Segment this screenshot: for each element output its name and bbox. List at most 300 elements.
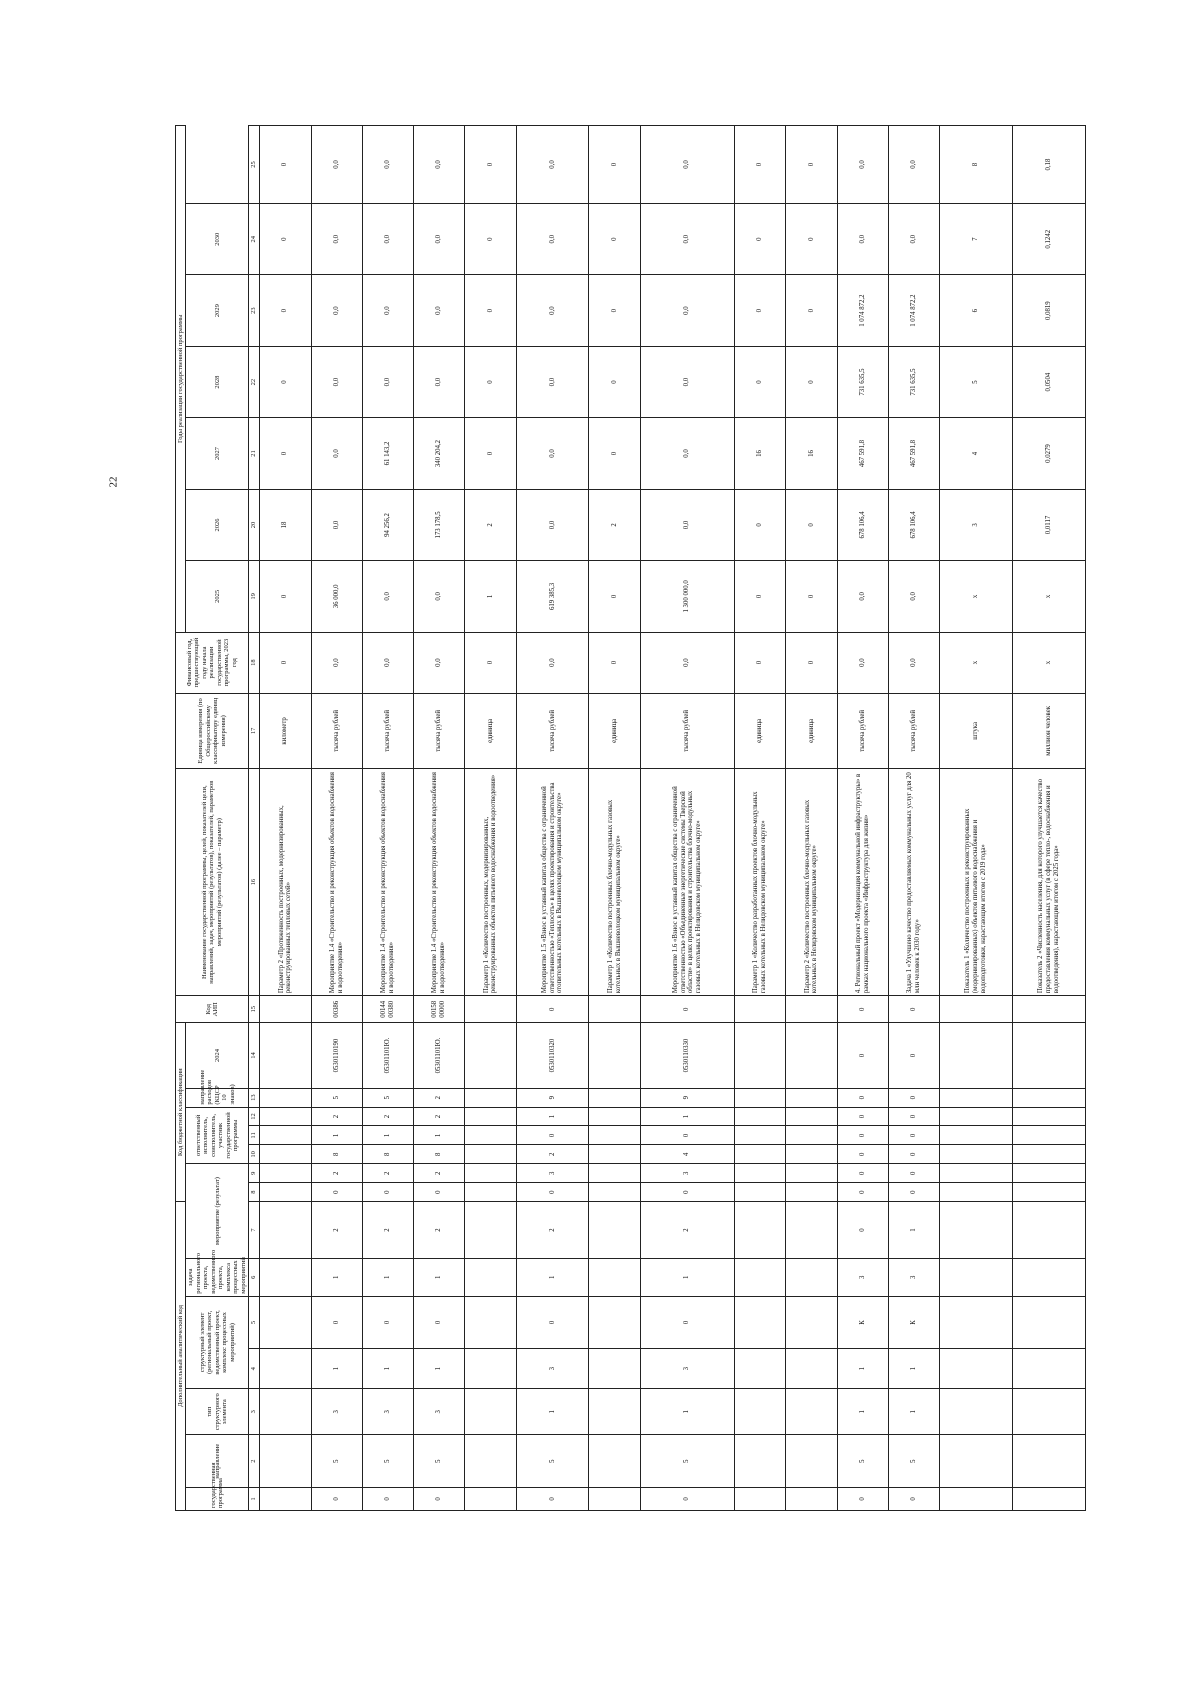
header-year-2028: 2028: [186, 346, 249, 417]
column-number: 20: [249, 489, 260, 560]
table-cell: километр: [260, 693, 311, 769]
table-cell: 0: [640, 1183, 734, 1202]
table-cell: 0: [516, 996, 589, 1023]
table-cell: 8: [311, 1145, 362, 1164]
table-cell: [1012, 1296, 1085, 1349]
table-cell: штука: [940, 693, 1013, 769]
table-cell: [1012, 1435, 1085, 1488]
table-cell: 1: [516, 1107, 589, 1126]
table-cell: 1: [516, 1389, 589, 1435]
table-cell: 0,0: [888, 632, 939, 693]
table-cell: 0,0: [362, 275, 413, 346]
table-cell: 0: [362, 1183, 413, 1202]
table-cell: 3: [640, 1349, 734, 1389]
column-number: 24: [249, 203, 260, 274]
table-cell: [260, 1183, 311, 1202]
table-cell: 0,0: [888, 126, 939, 204]
page-number: 22: [107, 476, 120, 488]
table-cell: [786, 1389, 837, 1435]
table-cell: [734, 1164, 785, 1183]
table-cell: 5: [362, 1435, 413, 1488]
table-cell: 0: [589, 561, 640, 632]
table-cell: 0,0279: [1012, 418, 1085, 489]
table-cell: [260, 1435, 311, 1488]
table-cell: 0,0: [640, 275, 734, 346]
table-cell: 94 256,2: [362, 489, 413, 560]
table-cell: 2: [465, 489, 516, 560]
table-cell: [589, 1107, 640, 1126]
program-table-rotated: [175, 125, 1060, 1511]
table-cell: 5: [888, 1435, 939, 1488]
row-name-cell: Показатель 2 «Численность населения, для которого улучшается качество предоставления коммунальных услуг (в сфере тепло-, водоснабжения и водоотведения), нарастающим итогом с 2025 года»: [1012, 769, 1085, 996]
row-name-cell: Мероприятие 1.5 «Взнос в уставный капитал общества с ограниченной ответственностью «Теплосеть» в целях проектирования и строительства отопительных котельных в Вышневолоцком муниципальном округе»: [516, 769, 589, 996]
table-cell: 1: [362, 1258, 413, 1296]
table-cell: 678 106,4: [837, 489, 888, 560]
table-cell: 0,0: [516, 418, 589, 489]
table-cell: [940, 1088, 1013, 1107]
table-cell: 2: [362, 1164, 413, 1183]
table-cell: 0: [734, 489, 785, 560]
column-number: 23: [249, 275, 260, 346]
table-cell: 2: [516, 1145, 589, 1164]
table-cell: [940, 1164, 1013, 1183]
table-cell: 0: [516, 1487, 589, 1510]
table-cell: 16: [786, 418, 837, 489]
table-cell: 0: [640, 1296, 734, 1349]
table-cell: [260, 1023, 311, 1088]
table-cell: единица: [589, 693, 640, 769]
table-cell: 1 300 000,0: [640, 561, 734, 632]
table-cell: 3: [516, 1349, 589, 1389]
table-cell: тысяча рублей: [640, 693, 734, 769]
table-body: [260, 126, 1086, 1511]
column-number: 11: [249, 1126, 260, 1145]
table-cell: 8: [414, 1145, 465, 1164]
table-cell: 0530110330: [640, 1023, 734, 1088]
table-cell: 0: [734, 632, 785, 693]
table-cell: 0,0: [414, 126, 465, 204]
header-kod-aip: Код АИП: [176, 996, 249, 1023]
table-cell: 36 000,0: [311, 561, 362, 632]
table-cell: [589, 1088, 640, 1107]
column-number: 9: [249, 1164, 260, 1183]
table-cell: 18: [260, 489, 311, 560]
header-exec: ответственный исполнитель, соисполнитель, участник государственной программы: [186, 1107, 249, 1164]
table-cell: 2: [589, 489, 640, 560]
header-event: мероприятие (результат): [186, 1164, 249, 1259]
table-cell: [465, 1258, 516, 1296]
table-cell: [734, 1349, 785, 1389]
table-cell: [940, 1487, 1013, 1510]
table-cell: 0: [465, 346, 516, 417]
table-cell: 0: [888, 1487, 939, 1510]
table-cell: [465, 1389, 516, 1435]
table-cell: 1: [414, 1126, 465, 1145]
table-cell: 1: [888, 1202, 939, 1259]
table-cell: [786, 1183, 837, 1202]
table-cell: 0,0: [640, 489, 734, 560]
table-cell: 0: [888, 1183, 939, 1202]
table-cell: 0: [888, 1023, 939, 1088]
table-row: [589, 126, 640, 1511]
table-cell: 0: [414, 1487, 465, 1510]
table-cell: 0,0: [311, 418, 362, 489]
table-cell: миллион человек: [1012, 693, 1085, 769]
table-cell: 0: [837, 1487, 888, 1510]
table-cell: 173 178,5: [414, 489, 465, 560]
table-cell: [734, 1258, 785, 1296]
column-number: 22: [249, 346, 260, 417]
table-cell: 0: [640, 996, 734, 1023]
table-cell: [589, 996, 640, 1023]
table-cell: [465, 1088, 516, 1107]
table-cell: [260, 1088, 311, 1107]
table-cell: [1012, 1023, 1085, 1088]
table-cell: [465, 1164, 516, 1183]
table-cell: [734, 1435, 785, 1488]
table-cell: [786, 1487, 837, 1510]
table-row: [311, 126, 362, 1511]
header-rash: направление расходов (КЦСР 10 знаков): [186, 1088, 249, 1107]
table-cell: 0: [311, 1296, 362, 1349]
table-row: [362, 126, 413, 1511]
table-cell: [786, 1164, 837, 1183]
table-cell: 0: [311, 1183, 362, 1202]
header-name: Наименование государственной программы, целей, показателей цели, направлений, задач, мероприятий (результатов), показателей, параметров мероприятий (результатов) (далее – параметр): [176, 769, 249, 996]
column-number: 6: [249, 1258, 260, 1296]
table-cell: 0,0: [362, 126, 413, 204]
table-cell: 0: [260, 561, 311, 632]
table-cell: единица: [786, 693, 837, 769]
table-cell: 0530110320: [516, 1023, 589, 1088]
header-year-2024: 2024: [186, 1023, 249, 1088]
table-cell: 0: [589, 418, 640, 489]
table-cell: 0: [888, 1126, 939, 1145]
table-cell: [260, 1126, 311, 1145]
table-row: [786, 126, 837, 1511]
table-cell: [1012, 1145, 1085, 1164]
table-cell: 0: [465, 126, 516, 204]
table-cell: [940, 1258, 1013, 1296]
table-cell: 0: [362, 1487, 413, 1510]
table-cell: [465, 1145, 516, 1164]
table-cell: 00386: [311, 996, 362, 1023]
table-cell: 3: [414, 1389, 465, 1435]
table-cell: 3: [837, 1258, 888, 1296]
table-cell: 1: [311, 1349, 362, 1389]
table-cell: x: [940, 561, 1013, 632]
table-cell: [1012, 1183, 1085, 1202]
table-cell: 0,0: [516, 346, 589, 417]
column-number: 2: [249, 1435, 260, 1488]
table-cell: [1012, 1389, 1085, 1435]
table-cell: [1012, 996, 1085, 1023]
table-cell: 0,0: [414, 632, 465, 693]
table-cell: [260, 1349, 311, 1389]
table-cell: 1: [414, 1258, 465, 1296]
table-cell: 2: [362, 1202, 413, 1259]
table-cell: 0,0: [311, 632, 362, 693]
column-number-row: [249, 126, 260, 1511]
table-cell: 0: [465, 203, 516, 274]
table-cell: 731 635,5: [888, 346, 939, 417]
table-cell: x: [940, 632, 1013, 693]
table-cell: 9: [640, 1088, 734, 1107]
table-cell: [786, 1088, 837, 1107]
table-cell: 4: [640, 1145, 734, 1164]
table-cell: 5: [940, 346, 1013, 417]
table-cell: x: [1012, 632, 1085, 693]
table-cell: 0: [888, 1107, 939, 1126]
header-year-2027: 2027: [186, 418, 249, 489]
row-name-cell: Мероприятие 1.4 «Строительство и реконструкция объектов водоснабжения и водоотведения»: [362, 769, 413, 996]
column-number: 19: [249, 561, 260, 632]
table-cell: 0: [260, 632, 311, 693]
table-cell: 61 143,2: [362, 418, 413, 489]
table-cell: 6: [940, 275, 1013, 346]
table-cell: 0,0: [516, 489, 589, 560]
table-cell: 0: [260, 126, 311, 204]
table-cell: 467 591,8: [837, 418, 888, 489]
table-cell: 2: [362, 1107, 413, 1126]
table-cell: 5: [837, 1435, 888, 1488]
table-cell: [465, 1296, 516, 1349]
table-cell: 0: [786, 561, 837, 632]
header-year-2025: 2025: [186, 561, 249, 632]
table-cell: 0: [837, 1107, 888, 1126]
table-cell: 2: [311, 1202, 362, 1259]
column-number: 15: [249, 996, 260, 1023]
table-cell: 2: [414, 1202, 465, 1259]
table-cell: [465, 1202, 516, 1259]
table-cell: 0: [837, 1126, 888, 1145]
table-cell: 7: [940, 203, 1013, 274]
row-name-cell: Параметр 1 «Количество построенных, модернизированных, реконструированных объектов питьевого водоснабжения и водоотведения»: [465, 769, 516, 996]
column-number: 4: [249, 1349, 260, 1389]
table-cell: тысяча рублей: [311, 693, 362, 769]
column-number: 3: [249, 1389, 260, 1435]
table-cell: 0: [786, 203, 837, 274]
table-cell: 0: [465, 632, 516, 693]
row-name-cell: 4. Региональный проект «Модернизация коммунальной инфраструктуры» в рамках национального проекта «Инфраструктура для жизни»: [837, 769, 888, 996]
table-cell: 0,18: [1012, 126, 1085, 204]
table-cell: [465, 996, 516, 1023]
table-cell: 5: [516, 1435, 589, 1488]
table-cell: [1012, 1202, 1085, 1259]
table-cell: 0: [837, 996, 888, 1023]
table-cell: 1: [888, 1349, 939, 1389]
table-cell: 2: [414, 1107, 465, 1126]
table-cell: 2: [516, 1202, 589, 1259]
table-cell: 0,0: [516, 203, 589, 274]
table-cell: 3: [940, 489, 1013, 560]
table-cell: [734, 1183, 785, 1202]
column-number: 13: [249, 1088, 260, 1107]
table-cell: [589, 1487, 640, 1510]
table-cell: 3: [362, 1389, 413, 1435]
table-cell: 0: [888, 1088, 939, 1107]
table-cell: 0,0: [516, 275, 589, 346]
table-cell: [465, 1435, 516, 1488]
table-cell: 0: [786, 489, 837, 560]
table-cell: 0: [589, 126, 640, 204]
table-cell: 0,0: [888, 203, 939, 274]
header-unit: Единица измерения (по Общероссийскому классификатору единиц измерения): [176, 693, 249, 769]
table-cell: 0: [516, 1126, 589, 1145]
table-cell: [786, 1023, 837, 1088]
table-cell: единица: [465, 693, 516, 769]
table-cell: 2: [414, 1164, 465, 1183]
table-cell: [260, 1107, 311, 1126]
table-cell: 1: [311, 1258, 362, 1296]
table-cell: 0: [837, 1164, 888, 1183]
table-cell: [465, 1349, 516, 1389]
table-cell: [465, 1183, 516, 1202]
header-year-2030: 2030: [186, 203, 249, 274]
table-cell: 2: [311, 1164, 362, 1183]
table-cell: 0,0: [888, 561, 939, 632]
table-cell: 0: [888, 1145, 939, 1164]
table-cell: [465, 1023, 516, 1088]
table-cell: [734, 1487, 785, 1510]
table-cell: 0,0: [362, 632, 413, 693]
table-cell: 0,0: [837, 203, 888, 274]
table-cell: 5: [414, 1435, 465, 1488]
table-cell: 0,0117: [1012, 489, 1085, 560]
table-cell: 0: [260, 275, 311, 346]
table-cell: 0,0: [362, 346, 413, 417]
table-cell: 0: [734, 561, 785, 632]
table-cell: 1: [362, 1126, 413, 1145]
table-cell: 0: [786, 275, 837, 346]
table-cell: [734, 996, 785, 1023]
header-years-group: Годы реализации государственной программы: [176, 126, 186, 633]
table-cell: [260, 1258, 311, 1296]
table-cell: 0: [465, 275, 516, 346]
table-cell: 0,0: [640, 418, 734, 489]
table-row: [734, 126, 785, 1511]
table-cell: 0,0: [640, 126, 734, 204]
table-cell: 340 204,2: [414, 418, 465, 489]
table-cell: [940, 1183, 1013, 1202]
table-row: [940, 126, 1013, 1511]
table-cell: 3: [640, 1164, 734, 1183]
table-cell: 0,0819: [1012, 275, 1085, 346]
table-cell: [940, 1126, 1013, 1145]
row-name-cell: Параметр 1 «Количество построенных блочно-модульных газовых котельных в Вышневолоцком муниципальном округе»: [589, 769, 640, 996]
table-cell: [589, 1164, 640, 1183]
column-number: 25: [249, 126, 260, 204]
table-cell: [940, 1145, 1013, 1164]
table-cell: 0: [837, 1088, 888, 1107]
table-row: [1012, 126, 1085, 1511]
table-cell: 0: [734, 346, 785, 417]
table-cell: [465, 1126, 516, 1145]
table-cell: 0: [734, 275, 785, 346]
table-cell: тысяча рублей: [516, 693, 589, 769]
table-cell: 0,0: [311, 275, 362, 346]
table-cell: [589, 1296, 640, 1349]
table-cell: 8: [940, 126, 1013, 204]
table-cell: 0,0: [640, 346, 734, 417]
column-number: 1: [249, 1487, 260, 1510]
table-cell: тысяча рублей: [837, 693, 888, 769]
table-cell: [589, 1183, 640, 1202]
table-cell: [786, 1202, 837, 1259]
row-name-cell: Мероприятие 1.4 «Строительство и реконструкция объектов водоснабжения и водоотведения»: [414, 769, 465, 996]
table-cell: 467 591,8: [888, 418, 939, 489]
header-gp: государственная программа: [186, 1487, 249, 1510]
row-name-cell: Параметр 1 «Количество разработанных проектов блочно-модульных газовых котельных в Нелидовском муниципальном округе»: [734, 769, 785, 996]
table-cell: 0: [260, 346, 311, 417]
table-cell: 0,0: [516, 126, 589, 204]
table-cell: [260, 1389, 311, 1435]
table-cell: 0: [414, 1296, 465, 1349]
column-number: 14: [249, 1023, 260, 1088]
table-cell: 05301101Ю.: [414, 1023, 465, 1088]
table-cell: 0,0: [311, 126, 362, 204]
table-cell: 0: [589, 275, 640, 346]
table-cell: [734, 1389, 785, 1435]
table-cell: 5: [362, 1088, 413, 1107]
table-cell: [589, 1435, 640, 1488]
table-row: [516, 126, 589, 1511]
table-cell: [786, 1258, 837, 1296]
table-cell: 16: [734, 418, 785, 489]
header-group-dop: Дополнительный аналитический код: [176, 1202, 186, 1511]
table-cell: 0: [837, 1145, 888, 1164]
table-cell: 0,0: [640, 632, 734, 693]
table-cell: [786, 996, 837, 1023]
table-cell: 0,0: [837, 561, 888, 632]
table-cell: 0530110190: [311, 1023, 362, 1088]
table-cell: [260, 1296, 311, 1349]
table-cell: [786, 1349, 837, 1389]
table-cell: [940, 1023, 1013, 1088]
table-cell: [1012, 1088, 1085, 1107]
table-cell: 0: [589, 203, 640, 274]
table-cell: 0,0: [311, 203, 362, 274]
table-cell: 0: [516, 1183, 589, 1202]
table-cell: [940, 1389, 1013, 1435]
column-number: 10: [249, 1145, 260, 1164]
table-cell: 1: [837, 1389, 888, 1435]
table-cell: тысяча рублей: [414, 693, 465, 769]
table-cell: 0,0: [311, 346, 362, 417]
table-cell: 00144 00380: [362, 996, 413, 1023]
table-cell: [786, 1107, 837, 1126]
table-cell: [940, 996, 1013, 1023]
table-cell: 0,0504: [1012, 346, 1085, 417]
table-row: [837, 126, 888, 1511]
table-cell: 0,0: [516, 632, 589, 693]
table-cell: К: [888, 1296, 939, 1349]
table-cell: [734, 1107, 785, 1126]
table-cell: [734, 1126, 785, 1145]
table-cell: [260, 1202, 311, 1259]
table-cell: [734, 1296, 785, 1349]
column-number: 5: [249, 1296, 260, 1349]
table-cell: [465, 1107, 516, 1126]
table-cell: 0,0: [362, 561, 413, 632]
row-name-cell: Мероприятие 1.4 «Строительство и реконструкция объектов водоснабжения и водоотведения»: [311, 769, 362, 996]
row-name-cell: Показатель 1 «Количество построенных и реконструированных (модернизированных) объектов питьевого водоснабжения и водоподготовки, нарастающим итогом с 2019 года»: [940, 769, 1013, 996]
row-name-cell: Параметр 2 «Протяженность построенных, модернизированных, реконструированных тепловых сетей»: [260, 769, 311, 996]
table-cell: 2: [311, 1107, 362, 1126]
table-row: [260, 126, 311, 1511]
column-number: 17: [249, 693, 260, 769]
table-cell: 3: [516, 1164, 589, 1183]
